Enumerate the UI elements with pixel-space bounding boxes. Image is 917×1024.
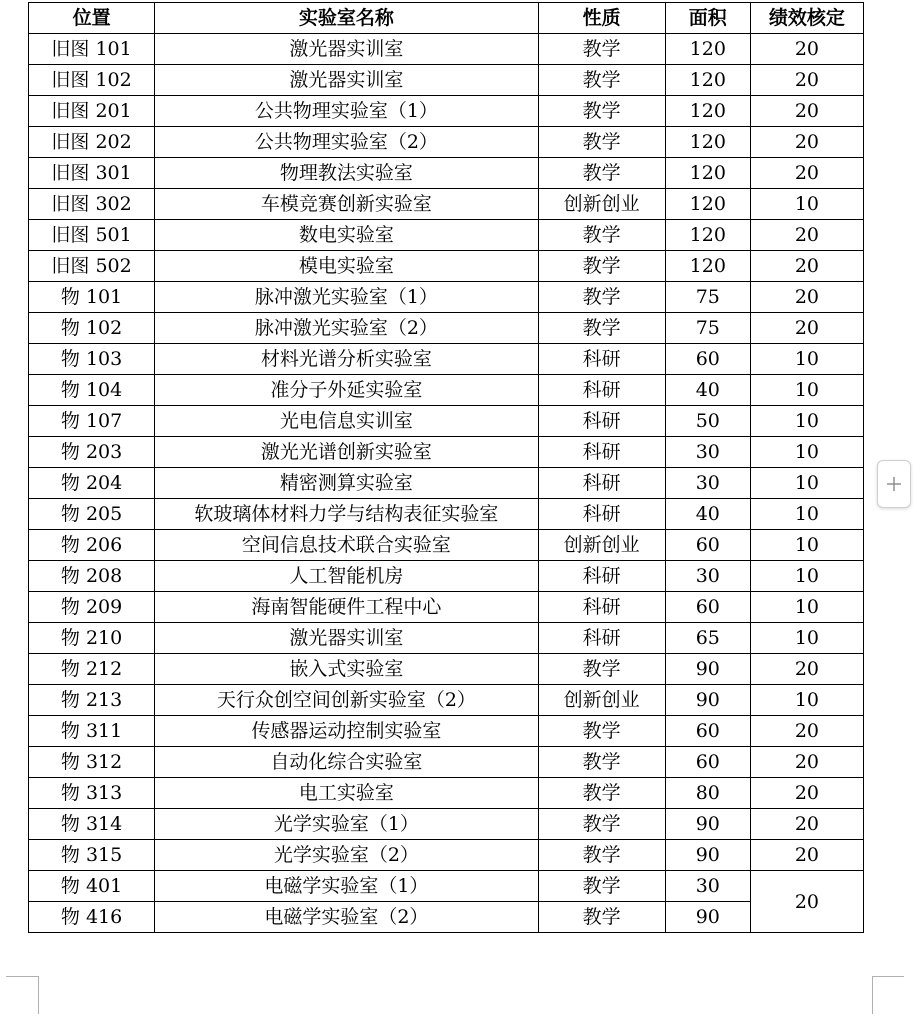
table-row: [29, 902, 864, 933]
table-row: [29, 468, 864, 499]
cell-type: 教学: [538, 871, 665, 902]
table-row: [29, 871, 864, 902]
page-corner-mark-right: [872, 976, 873, 1014]
cell-area: 120: [665, 127, 750, 158]
table-row: [29, 406, 864, 437]
cell-performance: 20: [750, 251, 863, 282]
plus-icon: [886, 476, 902, 492]
cell-area: 60: [665, 716, 750, 747]
cell-lab-name: 准分子外延实验室: [155, 375, 538, 406]
cell-lab-name: 电磁学实验室（2）: [155, 902, 538, 933]
table-row: [29, 96, 864, 127]
cell-lab-name: 人工智能机房: [155, 561, 538, 592]
cell-lab-name: 嵌入式实验室: [155, 654, 538, 685]
cell-lab-name: 脉冲激光实验室（1）: [155, 282, 538, 313]
cell-area: 120: [665, 65, 750, 96]
table-row: [29, 530, 864, 561]
cell-location: 物 208: [29, 561, 155, 592]
cell-area: 120: [665, 220, 750, 251]
cell-performance: 20: [750, 778, 863, 809]
cell-type: 教学: [538, 65, 665, 96]
cell-performance: 10: [750, 623, 863, 654]
lab-table: [28, 2, 864, 933]
cell-location: 物 314: [29, 809, 155, 840]
cell-performance: 10: [750, 592, 863, 623]
cell-lab-name: 自动化综合实验室: [155, 747, 538, 778]
cell-area: 60: [665, 747, 750, 778]
cell-location: 物 206: [29, 530, 155, 561]
cell-area: 80: [665, 778, 750, 809]
cell-area: 120: [665, 251, 750, 282]
cell-location: 物 104: [29, 375, 155, 406]
cell-area: 40: [665, 499, 750, 530]
cell-performance: 20: [750, 654, 863, 685]
cell-performance: 20: [750, 127, 863, 158]
table-row: [29, 778, 864, 809]
cell-location: 物 209: [29, 592, 155, 623]
cell-area: 120: [665, 189, 750, 220]
page-corner-mark-left: [38, 976, 39, 1014]
cell-area: 120: [665, 158, 750, 189]
cell-type: 科研: [538, 561, 665, 592]
cell-area: 30: [665, 561, 750, 592]
cell-location: 物 102: [29, 313, 155, 344]
cell-type: 教学: [538, 282, 665, 313]
cell-type: 教学: [538, 654, 665, 685]
table-row: [29, 34, 864, 65]
cell-type: 教学: [538, 158, 665, 189]
table-row: [29, 654, 864, 685]
header-location: 位置: [29, 3, 155, 34]
cell-location: 物 205: [29, 499, 155, 530]
header-performance: 绩效核定: [750, 3, 863, 34]
cell-lab-name: 数电实验室: [155, 220, 538, 251]
cell-type: 科研: [538, 375, 665, 406]
table-row: [29, 344, 864, 375]
table-row: [29, 65, 864, 96]
table-row: [29, 437, 864, 468]
table-row: [29, 592, 864, 623]
cell-type: 创新创业: [538, 530, 665, 561]
cell-type: 教学: [538, 809, 665, 840]
table-header-row: [29, 3, 864, 34]
header-area: 面积: [665, 3, 750, 34]
cell-type: 科研: [538, 499, 665, 530]
page-corner-mark-right-h: [872, 976, 904, 977]
cell-location: 物 203: [29, 437, 155, 468]
cell-area: 90: [665, 902, 750, 933]
cell-type: 教学: [538, 127, 665, 158]
cell-type: 教学: [538, 220, 665, 251]
cell-location: 物 312: [29, 747, 155, 778]
cell-performance: 10: [750, 375, 863, 406]
cell-performance: 10: [750, 344, 863, 375]
cell-lab-name: 电工实验室: [155, 778, 538, 809]
cell-area: 120: [665, 96, 750, 127]
table-row: [29, 158, 864, 189]
cell-performance: 10: [750, 189, 863, 220]
cell-performance: 10: [750, 437, 863, 468]
table-row: [29, 716, 864, 747]
table-row: [29, 127, 864, 158]
cell-performance: 10: [750, 499, 863, 530]
cell-location: 物 311: [29, 716, 155, 747]
cell-type: 科研: [538, 468, 665, 499]
cell-performance: 20: [750, 65, 863, 96]
cell-performance: 20: [750, 158, 863, 189]
table-row: [29, 189, 864, 220]
table-row: [29, 685, 864, 716]
cell-area: 90: [665, 685, 750, 716]
cell-type: 科研: [538, 406, 665, 437]
table-row: [29, 840, 864, 871]
cell-type: 教学: [538, 313, 665, 344]
cell-type: 教学: [538, 840, 665, 871]
cell-performance: 10: [750, 685, 863, 716]
cell-location: 物 213: [29, 685, 155, 716]
cell-type: 科研: [538, 592, 665, 623]
table-row: [29, 282, 864, 313]
table-body: [29, 34, 864, 933]
cell-performance: 20: [750, 809, 863, 840]
cell-location: 旧图 502: [29, 251, 155, 282]
cell-lab-name: 光学实验室（1）: [155, 809, 538, 840]
cell-lab-name: 材料光谱分析实验室: [155, 344, 538, 375]
cell-lab-name: 空间信息技术联合实验室: [155, 530, 538, 561]
cell-performance: 10: [750, 468, 863, 499]
cell-area: 120: [665, 34, 750, 65]
cell-area: 75: [665, 313, 750, 344]
cell-location: 旧图 201: [29, 96, 155, 127]
cell-area: 60: [665, 530, 750, 561]
cell-type: 教学: [538, 902, 665, 933]
add-row-button[interactable]: [877, 460, 911, 508]
cell-lab-name: 车模竞赛创新实验室: [155, 189, 538, 220]
cell-area: 40: [665, 375, 750, 406]
table-row: [29, 375, 864, 406]
cell-lab-name: 激光器实训室: [155, 65, 538, 96]
cell-location: 物 101: [29, 282, 155, 313]
cell-type: 教学: [538, 96, 665, 127]
table-row: [29, 561, 864, 592]
cell-type: 教学: [538, 251, 665, 282]
cell-lab-name: 精密测算实验室: [155, 468, 538, 499]
table-row: [29, 623, 864, 654]
cell-lab-name: 脉冲激光实验室（2）: [155, 313, 538, 344]
cell-lab-name: 激光器实训室: [155, 34, 538, 65]
cell-location: 旧图 301: [29, 158, 155, 189]
cell-lab-name: 激光光谱创新实验室: [155, 437, 538, 468]
cell-performance: 10: [750, 530, 863, 561]
table-row: [29, 251, 864, 282]
cell-performance: 10: [750, 561, 863, 592]
table-row: [29, 499, 864, 530]
cell-area: 30: [665, 871, 750, 902]
header-lab-name: 实验室名称: [155, 3, 538, 34]
page-corner-mark-left-h: [6, 976, 38, 977]
cell-lab-name: 传感器运动控制实验室: [155, 716, 538, 747]
table-row: [29, 220, 864, 251]
cell-location: 物 107: [29, 406, 155, 437]
cell-area: 30: [665, 437, 750, 468]
cell-type: 科研: [538, 437, 665, 468]
cell-lab-name: 模电实验室: [155, 251, 538, 282]
cell-location: 物 315: [29, 840, 155, 871]
cell-performance: 20: [750, 871, 863, 933]
cell-location: 旧图 102: [29, 65, 155, 96]
cell-lab-name: 激光器实训室: [155, 623, 538, 654]
cell-location: 物 416: [29, 902, 155, 933]
cell-location: 物 210: [29, 623, 155, 654]
table-row: [29, 313, 864, 344]
cell-type: 科研: [538, 344, 665, 375]
cell-location: 旧图 101: [29, 34, 155, 65]
cell-performance: 20: [750, 840, 863, 871]
cell-location: 物 313: [29, 778, 155, 809]
cell-type: 教学: [538, 34, 665, 65]
cell-area: 50: [665, 406, 750, 437]
cell-lab-name: 天行众创空间创新实验室（2）: [155, 685, 538, 716]
cell-location: 旧图 501: [29, 220, 155, 251]
cell-performance: 20: [750, 96, 863, 127]
table-row: [29, 747, 864, 778]
cell-location: 物 401: [29, 871, 155, 902]
table-row: [29, 809, 864, 840]
cell-lab-name: 电磁学实验室（1）: [155, 871, 538, 902]
cell-type: 教学: [538, 716, 665, 747]
header-type: 性质: [538, 3, 665, 34]
cell-location: 物 103: [29, 344, 155, 375]
cell-location: 物 204: [29, 468, 155, 499]
cell-lab-name: 物理教法实验室: [155, 158, 538, 189]
cell-lab-name: 软玻璃体材料力学与结构表征实验室: [155, 499, 538, 530]
cell-location: 物 212: [29, 654, 155, 685]
cell-lab-name: 公共物理实验室（1）: [155, 96, 538, 127]
cell-performance: 10: [750, 406, 863, 437]
cell-performance: 20: [750, 716, 863, 747]
cell-area: 90: [665, 809, 750, 840]
cell-type: 创新创业: [538, 189, 665, 220]
cell-type: 教学: [538, 778, 665, 809]
cell-area: 75: [665, 282, 750, 313]
cell-type: 教学: [538, 747, 665, 778]
cell-lab-name: 海南智能硬件工程中心: [155, 592, 538, 623]
cell-type: 创新创业: [538, 685, 665, 716]
cell-location: 旧图 202: [29, 127, 155, 158]
cell-area: 60: [665, 592, 750, 623]
cell-area: 65: [665, 623, 750, 654]
cell-type: 科研: [538, 623, 665, 654]
cell-area: 90: [665, 654, 750, 685]
cell-lab-name: 光学实验室（2）: [155, 840, 538, 871]
cell-performance: 20: [750, 313, 863, 344]
cell-lab-name: 公共物理实验室（2）: [155, 127, 538, 158]
cell-performance: 20: [750, 220, 863, 251]
cell-performance: 20: [750, 747, 863, 778]
cell-area: 30: [665, 468, 750, 499]
cell-performance: 20: [750, 282, 863, 313]
cell-location: 旧图 302: [29, 189, 155, 220]
cell-area: 60: [665, 344, 750, 375]
cell-area: 90: [665, 840, 750, 871]
cell-performance: 20: [750, 34, 863, 65]
cell-lab-name: 光电信息实训室: [155, 406, 538, 437]
